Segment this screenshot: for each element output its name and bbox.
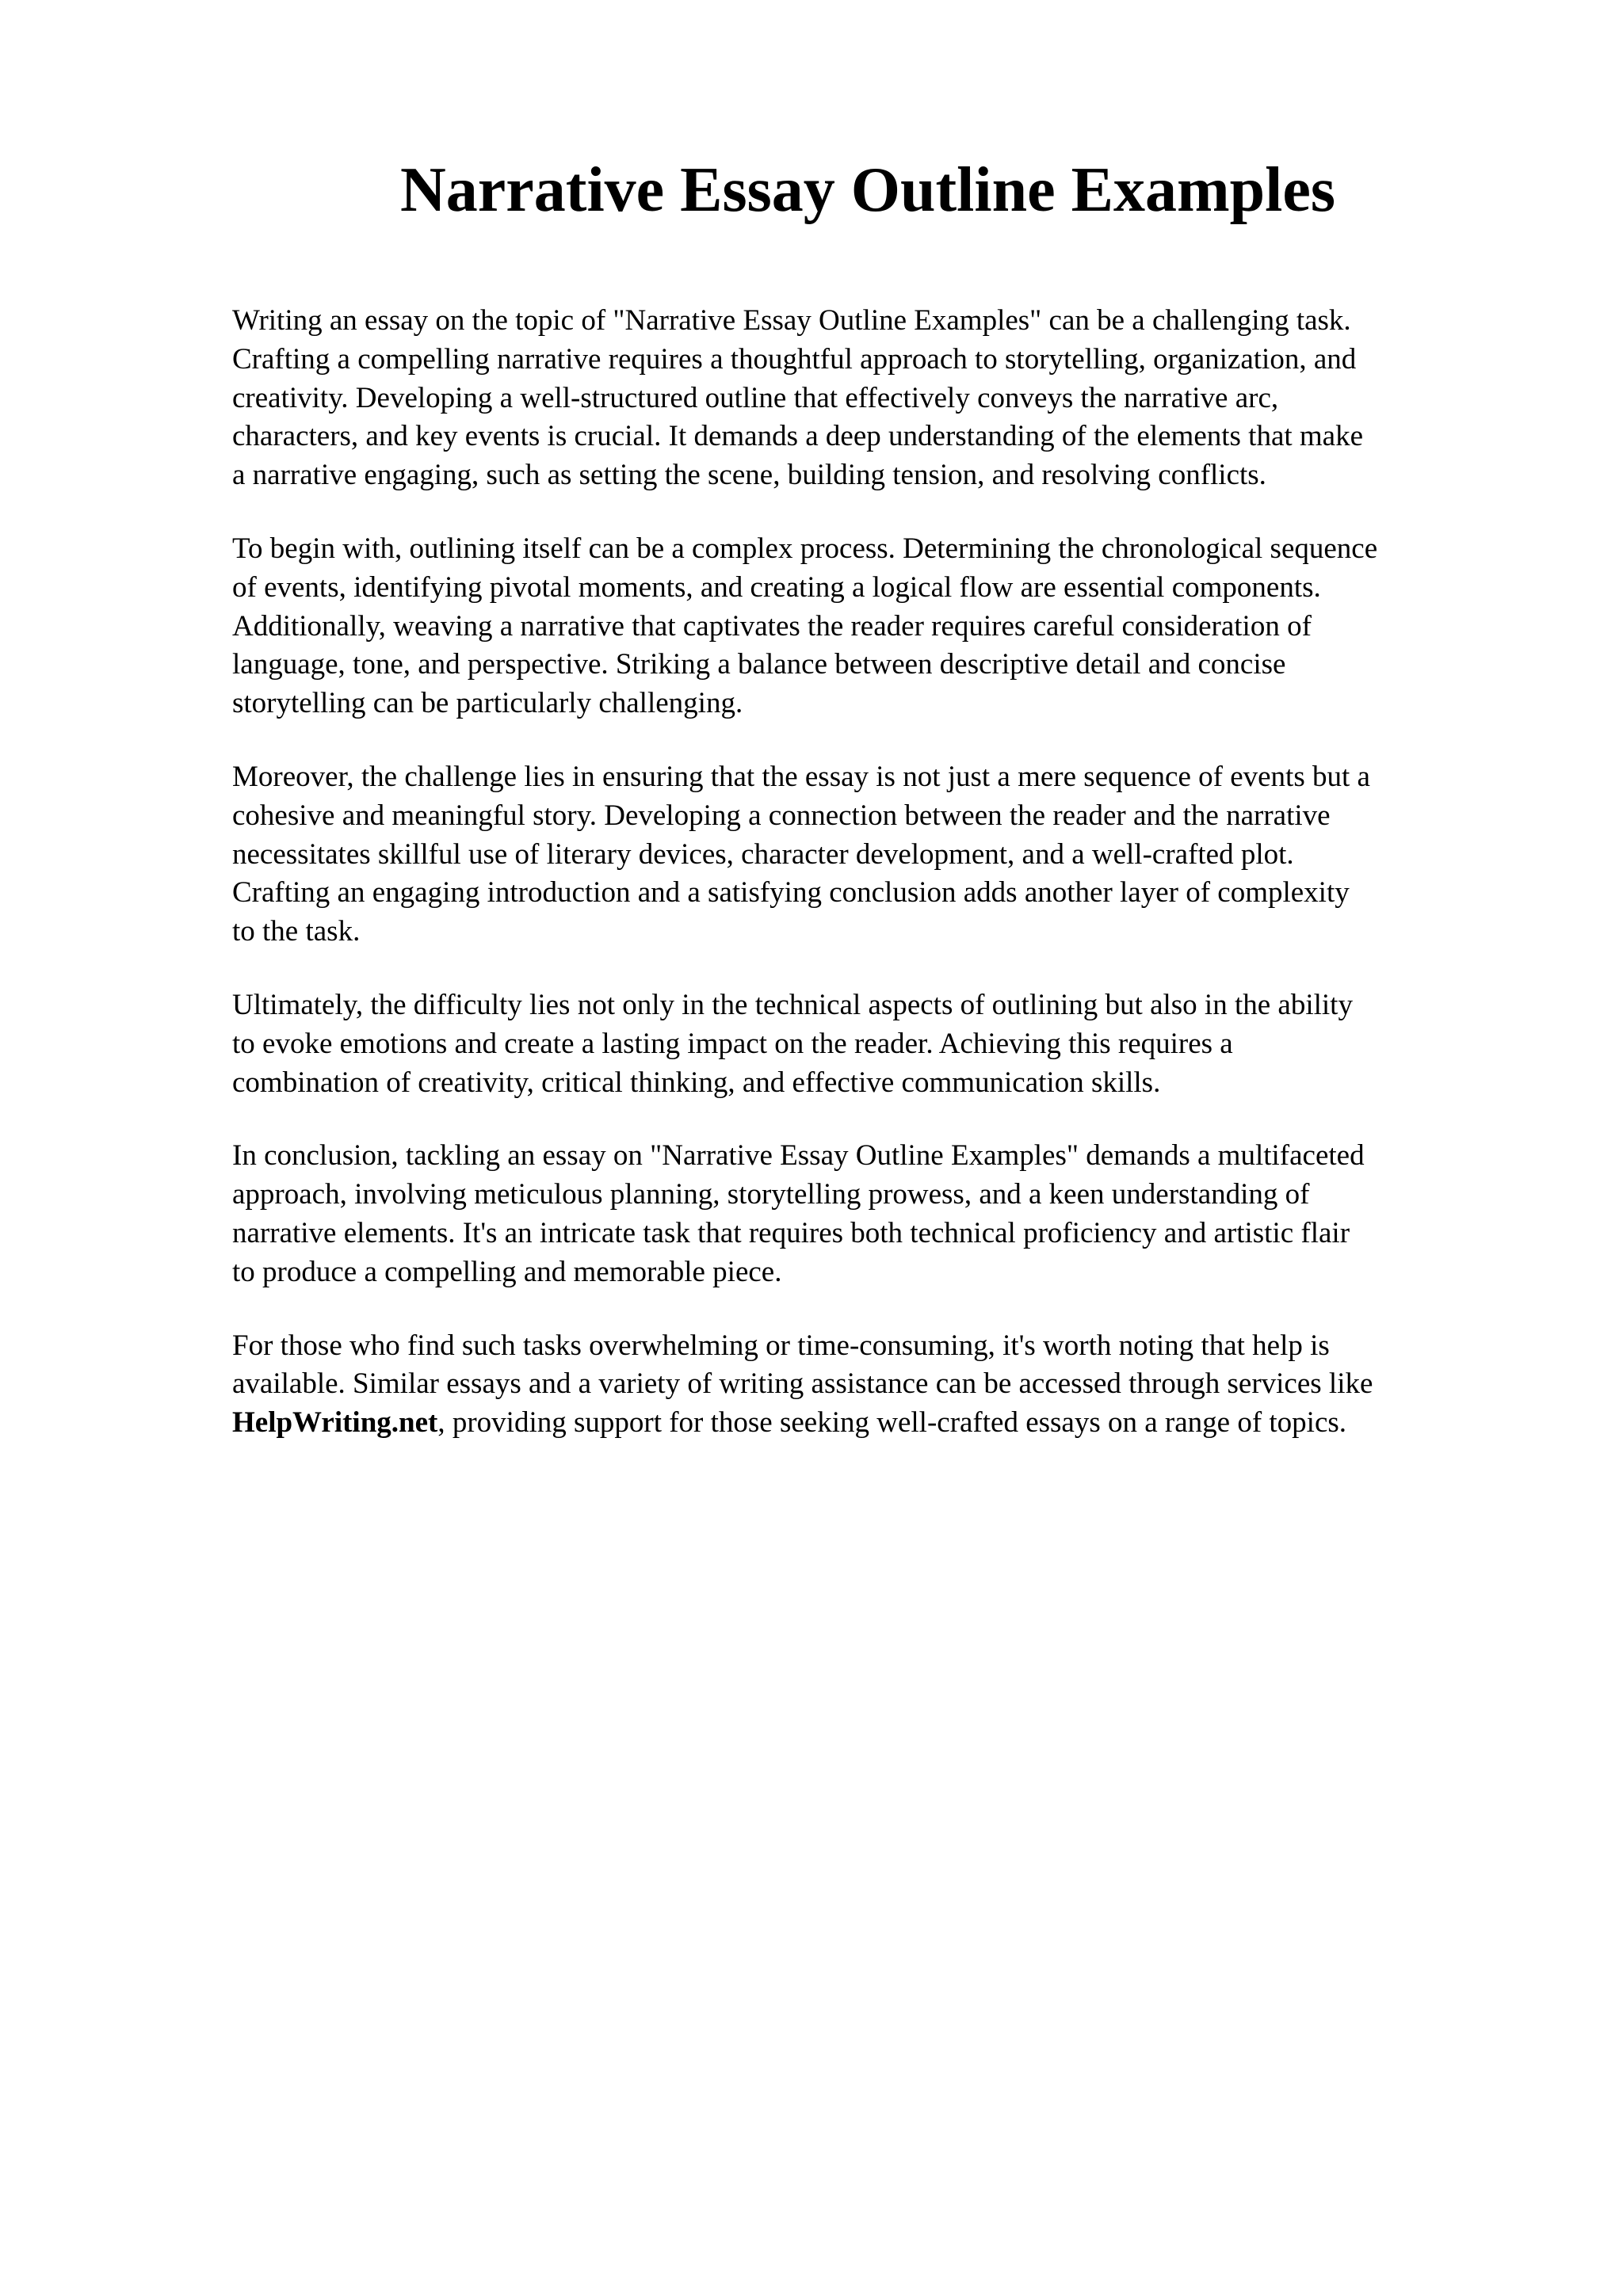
- text-line: cohesive and meaningful story. Developing a connection between the reader and the narrative: [232, 799, 1331, 832]
- text-line: to the task.: [232, 915, 361, 948]
- text-line: characters, and key events is crucial. It demands a deep understanding of the elements that make: [232, 420, 1364, 453]
- document-title: Narrative Essay Outline Examples: [400, 155, 1335, 225]
- text-line: a narrative engaging, such as setting the scene, building tension, and resolving conflicts.: [232, 459, 1266, 492]
- text-line: necessitates skillful use of literary devices, character development, and a well-crafted plot.: [232, 837, 1294, 871]
- text-line: narrative elements. It's an intricate task that requires both technical proficiency and artistic flair: [232, 1216, 1350, 1249]
- text-line: combination of creativity, critical thinking, and effective communication skills.: [232, 1066, 1161, 1099]
- paragraph-ultimately: [232, 986, 1564, 1102]
- text-line: Ultimately, the difficulty lies not only in the technical aspects of outlining but also in the ability: [232, 988, 1353, 1021]
- text-line: For those who find such tasks overwhelming or time-consuming, it's worth noting that help is: [232, 1329, 1330, 1362]
- text-line: Moreover, the challenge lies in ensuring that the essay is not just a mere sequence of events but a: [232, 760, 1370, 793]
- text-line: creativity. Developing a well-structured outline that effectively conveys the narrative arc,: [232, 381, 1279, 414]
- text-line: of events, identifying pivotal moments, and creating a logical flow are essential components.: [232, 570, 1321, 604]
- helpwriting-link[interactable]: HelpWriting.net: [232, 1406, 438, 1440]
- text-line: available. Similar essays and a variety of writing assistance can be accessed through services like: [232, 1367, 1373, 1401]
- paragraph-intro: [232, 302, 1564, 495]
- text-fragment: , providing support for those seeking well-crafted essays on a range of topics.: [437, 1406, 1347, 1440]
- paragraph-outlining: [232, 530, 1564, 723]
- text-line: In conclusion, tackling an essay on "Narrative Essay Outline Examples" demands a multifaceted: [232, 1139, 1365, 1173]
- text-line: Crafting an engaging introduction and a satisfying conclusion adds another layer of complexity: [232, 876, 1350, 910]
- text-line: To begin with, outlining itself can be a complex process. Determining the chronological sequence: [232, 532, 1378, 565]
- text-line: to evoke emotions and create a lasting impact on the reader. Achieving this requires a: [232, 1027, 1233, 1060]
- text-line: approach, involving meticulous planning, storytelling prowess, and a keen understanding of: [232, 1178, 1310, 1211]
- text-line-with-link: [232, 1404, 1564, 1443]
- document-body: [232, 302, 1564, 1478]
- text-line: storytelling can be particularly challenging.: [232, 687, 743, 720]
- text-line: to produce a compelling and memorable piece.: [232, 1255, 782, 1288]
- text-line: Crafting a compelling narrative requires a thoughtful approach to storytelling, organization, and: [232, 342, 1357, 376]
- text-line: Additionally, weaving a narrative that captivates the reader requires careful consideration of: [232, 609, 1312, 643]
- paragraph-closing: [232, 1327, 1564, 1443]
- paragraph-challenge: [232, 758, 1564, 952]
- text-line: language, tone, and perspective. Striking a balance between descriptive detail and concise: [232, 648, 1286, 681]
- text-line: Writing an essay on the topic of "Narrative Essay Outline Examples" can be a challenging task.: [232, 304, 1351, 337]
- paragraph-conclusion: [232, 1137, 1564, 1291]
